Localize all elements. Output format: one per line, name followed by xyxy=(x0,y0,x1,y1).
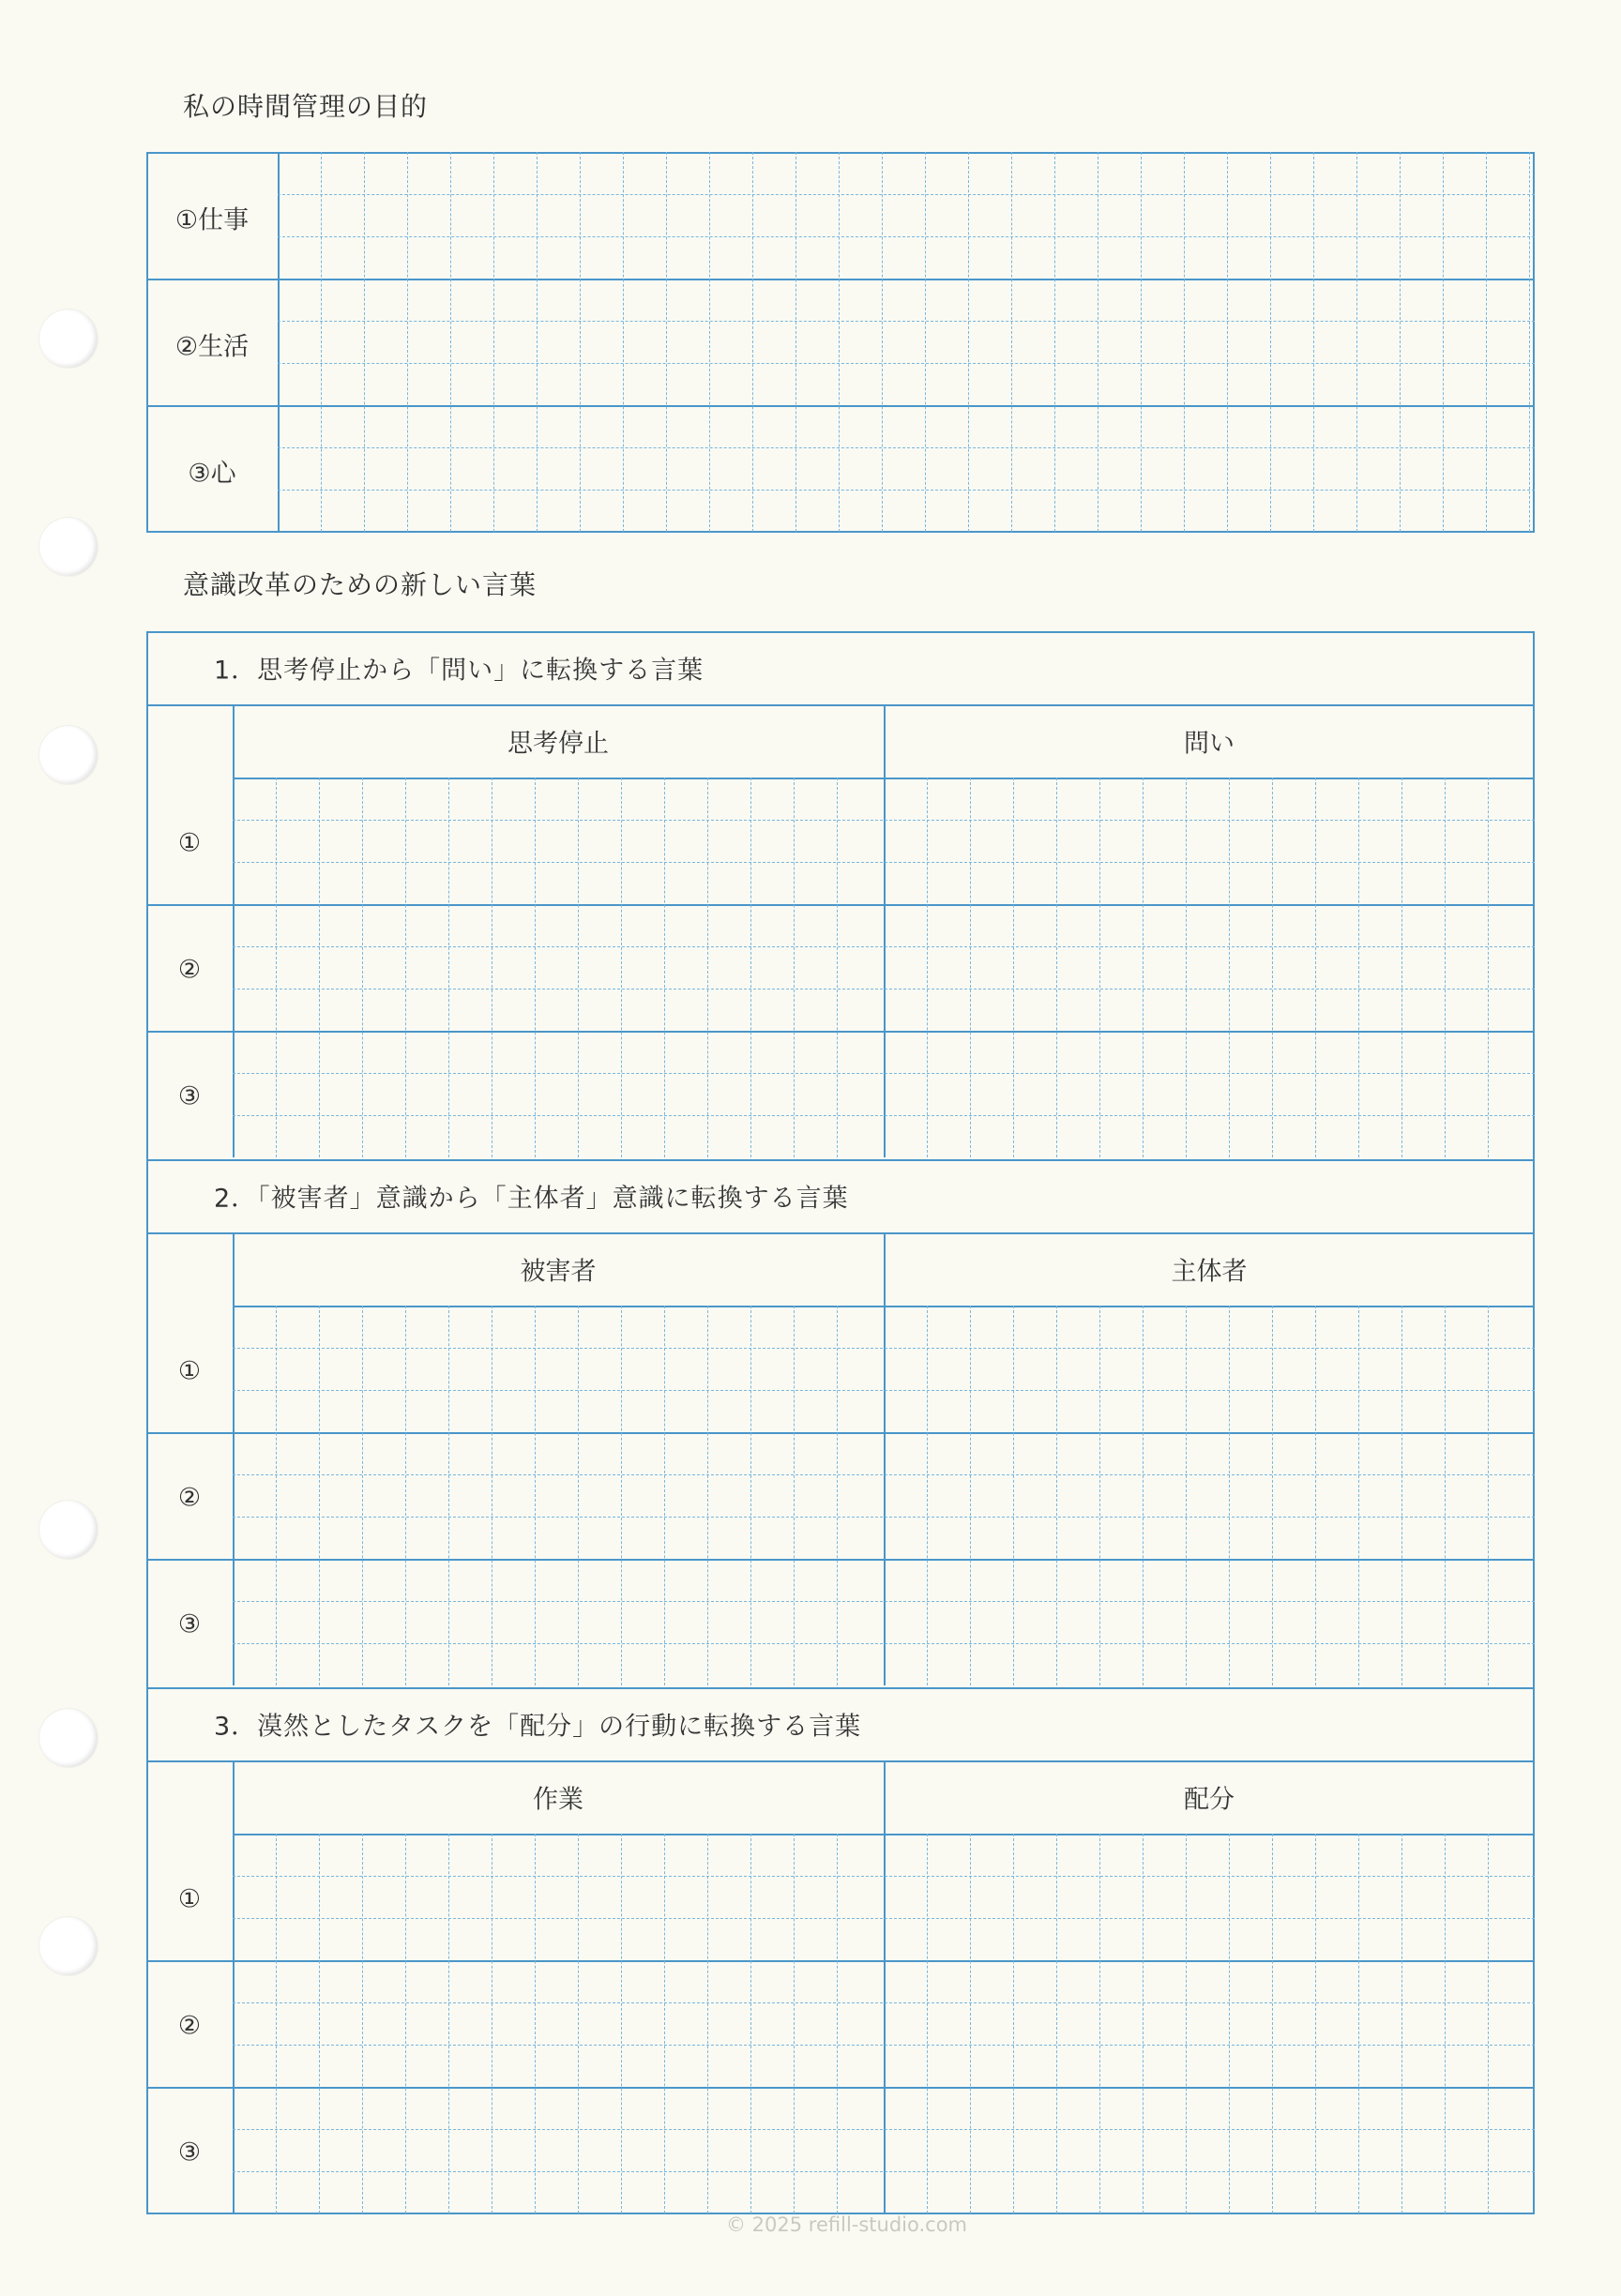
grid-vline xyxy=(1143,1306,1144,1685)
grid-hline xyxy=(233,1348,1535,1349)
grid-vline xyxy=(707,1306,708,1685)
grid-vline xyxy=(1056,1834,1057,2213)
grid-hline xyxy=(233,946,1535,947)
grid-vline xyxy=(1488,1834,1489,2213)
purpose-grid-vline xyxy=(1270,152,1271,532)
grid-vline xyxy=(794,778,795,1157)
binder-hole xyxy=(39,310,98,368)
grid-hline xyxy=(233,1601,1535,1602)
purpose-grid-vline xyxy=(1400,152,1401,532)
purpose-label-divider xyxy=(278,152,280,532)
row-divider xyxy=(146,1031,1535,1033)
grid-vline xyxy=(837,1834,838,2213)
section-header-top xyxy=(146,1232,1535,1234)
purpose-table xyxy=(146,152,1535,533)
purpose-grid-vline xyxy=(839,152,840,532)
grid-vline xyxy=(578,1834,579,2213)
grid-vline xyxy=(970,1306,971,1685)
column-header-right: 主体者 xyxy=(1171,1257,1248,1287)
row-number-label: ③ xyxy=(177,2137,202,2167)
grid-vline xyxy=(621,1834,622,2213)
grid-hline xyxy=(233,1517,1535,1518)
grid-vline xyxy=(1013,1306,1014,1685)
grid-vline xyxy=(1488,778,1489,1157)
grid-vline xyxy=(276,1306,277,1685)
grid-vline xyxy=(707,778,708,1157)
purpose-grid-vline xyxy=(450,152,451,532)
grid-vline xyxy=(535,1834,536,2213)
grid-vline xyxy=(621,778,622,1157)
purpose-grid-vline xyxy=(1529,152,1530,532)
section-header-top xyxy=(146,704,1535,706)
row-number-label: ② xyxy=(177,955,202,984)
grid-vline xyxy=(837,1306,838,1685)
grid-vline xyxy=(664,778,665,1157)
grid-hline xyxy=(233,820,1535,821)
grid-vline xyxy=(1229,778,1230,1157)
grid-vline xyxy=(1315,778,1316,1157)
purpose-grid-vline xyxy=(795,152,796,532)
purpose-title: 私の時間管理の目的 xyxy=(183,91,429,122)
grid-vline xyxy=(1099,778,1100,1157)
grid-vline xyxy=(319,778,320,1157)
column-header-left: 被害者 xyxy=(520,1257,597,1287)
grid-vline xyxy=(362,1834,363,2213)
grid-vline xyxy=(1358,1306,1359,1685)
grid-hline xyxy=(233,1073,1535,1074)
grid-vline xyxy=(405,1834,406,2213)
grid-vline xyxy=(1099,1306,1100,1685)
grid-vline xyxy=(1013,1834,1014,2213)
label-column-divider xyxy=(233,704,235,1157)
purpose-row-divider xyxy=(146,279,1535,280)
grid-vline xyxy=(794,1834,795,2213)
purpose-grid-hline xyxy=(278,194,1535,195)
grid-vline xyxy=(1315,1306,1316,1685)
grid-vline xyxy=(1056,1306,1057,1685)
center-column-divider xyxy=(884,704,886,1157)
purpose-grid-hline xyxy=(278,490,1535,491)
grid-vline xyxy=(1229,1306,1230,1685)
section-divider xyxy=(146,1687,1535,1689)
grid-vline xyxy=(276,1834,277,2213)
purpose-grid-vline xyxy=(623,152,624,532)
purpose-grid-hline xyxy=(278,363,1535,364)
purpose-grid-vline xyxy=(1184,152,1185,532)
grid-vline xyxy=(1186,1306,1187,1685)
grid-vline xyxy=(1272,778,1273,1157)
column-header-right: 問い xyxy=(1184,729,1235,759)
purpose-grid-vline xyxy=(1011,152,1012,532)
grid-vline xyxy=(794,1306,795,1685)
purpose-grid-hline xyxy=(278,447,1535,448)
grid-vline xyxy=(1401,1306,1402,1685)
grid-hline xyxy=(233,1643,1535,1644)
grid-vline xyxy=(1445,1834,1446,2213)
grid-vline xyxy=(578,778,579,1157)
grid-vline xyxy=(319,1306,320,1685)
center-column-divider xyxy=(884,1232,886,1685)
purpose-grid-vline xyxy=(1313,152,1314,532)
grid-vline xyxy=(578,1306,579,1685)
purpose-grid-vline xyxy=(666,152,667,532)
grid-hline xyxy=(233,2171,1535,2172)
label-column-divider xyxy=(233,1760,235,2213)
grid-vline xyxy=(1315,1834,1316,2213)
grid-hline xyxy=(233,1390,1535,1391)
row-number-label: ② xyxy=(177,2011,202,2040)
grid-vline xyxy=(621,1306,622,1685)
grid-vline xyxy=(927,778,928,1157)
purpose-grid-hline xyxy=(278,236,1535,237)
purpose-grid-vline xyxy=(321,152,322,532)
column-header-left: 作業 xyxy=(533,1785,583,1815)
grid-vline xyxy=(1401,1834,1402,2213)
row-divider xyxy=(146,2087,1535,2089)
grid-vline xyxy=(970,778,971,1157)
grid-vline xyxy=(405,1306,406,1685)
grid-vline xyxy=(1445,1306,1446,1685)
grid-hline xyxy=(233,1876,1535,1877)
purpose-grid-vline xyxy=(407,152,408,532)
binder-hole xyxy=(39,1709,98,1767)
grid-vline xyxy=(405,778,406,1157)
grid-vline xyxy=(750,1306,751,1685)
row-number-label: ① xyxy=(177,1356,202,1385)
purpose-grid-vline xyxy=(1054,152,1055,532)
grid-hline xyxy=(233,2129,1535,2130)
copyright-footer: © 2025 refill-studio.com xyxy=(726,2213,968,2236)
grid-vline xyxy=(1099,1834,1100,2213)
grid-vline xyxy=(837,778,838,1157)
label-column-divider xyxy=(233,1232,235,1685)
column-header-right: 配分 xyxy=(1184,1785,1235,1815)
purpose-grid-vline xyxy=(1356,152,1357,532)
grid-vline xyxy=(535,778,536,1157)
grid-vline xyxy=(319,1834,320,2213)
grid-vline xyxy=(1401,778,1402,1157)
row-divider xyxy=(146,1559,1535,1561)
purpose-grid-vline xyxy=(968,152,969,532)
grid-hline xyxy=(233,1115,1535,1116)
grid-vline xyxy=(1013,778,1014,1157)
grid-vline xyxy=(750,778,751,1157)
purpose-grid-vline xyxy=(882,152,883,532)
row-divider xyxy=(146,904,1535,906)
grid-vline xyxy=(1143,1834,1144,2213)
grid-vline xyxy=(1358,778,1359,1157)
grid-vline xyxy=(707,1834,708,2213)
grid-hline xyxy=(233,1918,1535,1919)
row-number-label: ② xyxy=(177,1483,202,1512)
section-divider xyxy=(146,1159,1535,1161)
purpose-row-label: ②生活 xyxy=(174,332,250,361)
purpose-grid-vline xyxy=(1227,152,1228,532)
row-divider xyxy=(146,1432,1535,1434)
row-number-label: ③ xyxy=(177,1609,202,1639)
language-table xyxy=(146,631,1535,2214)
row-number-label: ① xyxy=(177,828,202,857)
grid-vline xyxy=(1488,1306,1489,1685)
grid-vline xyxy=(1272,1834,1273,2213)
row-number-label: ① xyxy=(177,1884,202,1913)
section-title-2: 2．「被害者」意識から「主体者」意識に転換する言葉 xyxy=(214,1184,849,1214)
purpose-grid-vline xyxy=(1141,152,1142,532)
grid-vline xyxy=(1272,1306,1273,1685)
grid-vline xyxy=(535,1306,536,1685)
grid-hline xyxy=(233,862,1535,863)
row-number-label: ③ xyxy=(177,1081,202,1110)
grid-vline xyxy=(1186,1834,1187,2213)
purpose-row-divider xyxy=(146,405,1535,407)
binder-hole xyxy=(39,518,98,576)
section-title-1: 1．思考停止から「問い」に転換する言葉 xyxy=(214,656,704,686)
grid-vline xyxy=(362,778,363,1157)
center-column-divider xyxy=(884,1760,886,2213)
purpose-grid-vline xyxy=(1486,152,1487,532)
purpose-row-label: ③心 xyxy=(188,459,236,488)
binder-hole xyxy=(39,726,98,784)
grid-hline xyxy=(233,1474,1535,1475)
grid-vline xyxy=(1445,778,1446,1157)
purpose-grid-vline xyxy=(709,152,710,532)
grid-vline xyxy=(927,1834,928,2213)
purpose-grid-vline xyxy=(925,152,926,532)
grid-vline xyxy=(970,1834,971,2213)
grid-vline xyxy=(664,1834,665,2213)
section-title-3: 3．漠然としたタスクを「配分」の行動に転換する言葉 xyxy=(214,1712,862,1742)
section-header-top xyxy=(146,1760,1535,1762)
purpose-grid-hline xyxy=(278,321,1535,322)
grid-vline xyxy=(448,1306,449,1685)
purpose-grid-vline xyxy=(493,152,494,532)
grid-hline xyxy=(233,2045,1535,2046)
grid-vline xyxy=(1186,778,1187,1157)
grid-vline xyxy=(1056,778,1057,1157)
grid-vline xyxy=(276,778,277,1157)
grid-hline xyxy=(233,2002,1535,2003)
purpose-row-label: ①仕事 xyxy=(174,205,250,234)
grid-vline xyxy=(362,1306,363,1685)
purpose-grid-vline xyxy=(752,152,753,532)
grid-vline xyxy=(1358,1834,1359,2213)
grid-vline xyxy=(664,1306,665,1685)
grid-vline xyxy=(750,1834,751,2213)
purpose-grid-vline xyxy=(1443,152,1444,532)
grid-vline xyxy=(1143,778,1144,1157)
grid-vline xyxy=(448,1834,449,2213)
grid-vline xyxy=(448,778,449,1157)
column-header-left: 思考停止 xyxy=(508,729,609,759)
grid-vline xyxy=(1229,1834,1230,2213)
purpose-grid-vline xyxy=(580,152,581,532)
binder-hole xyxy=(39,1917,98,1975)
purpose-grid-vline xyxy=(537,152,538,532)
binder-hole xyxy=(39,1501,98,1559)
purpose-grid-vline xyxy=(364,152,365,532)
grid-vline xyxy=(927,1306,928,1685)
row-divider xyxy=(146,1960,1535,1962)
language-title: 意識改革のための新しい言葉 xyxy=(183,569,538,600)
